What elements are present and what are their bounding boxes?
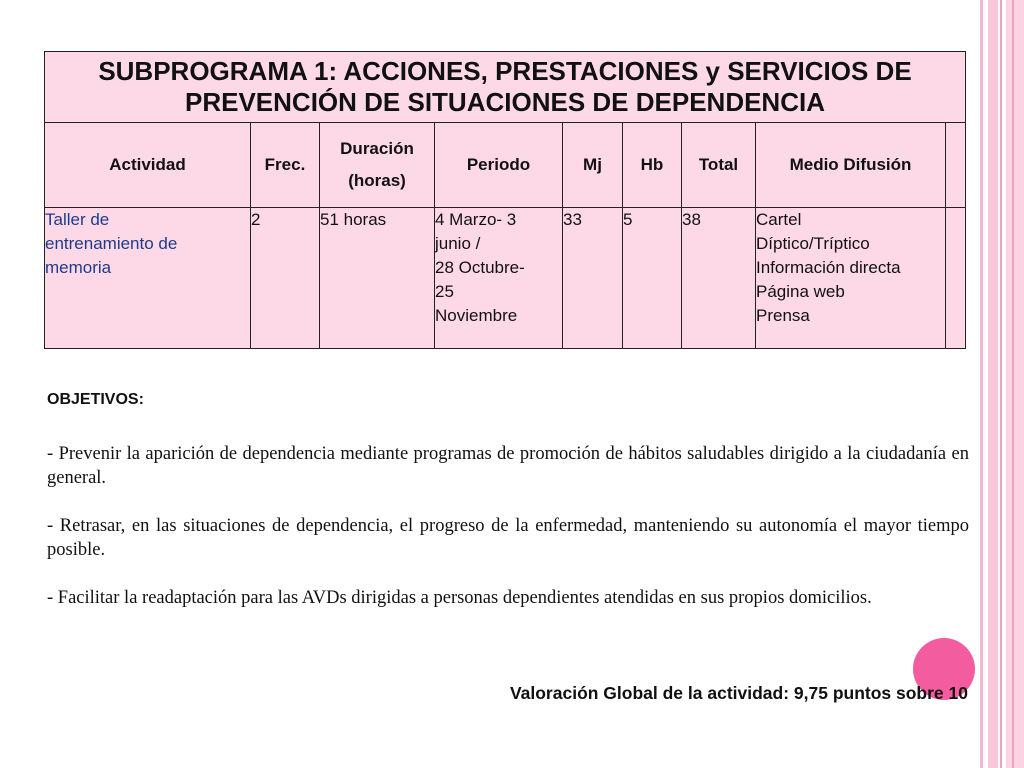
header-duracion-line2: (horas) — [348, 171, 406, 190]
cell-duracion: 51 horas — [320, 208, 435, 349]
medio-line: Información directa — [756, 258, 901, 277]
decorative-stripe — [1012, 0, 1014, 768]
header-hb: Hb — [623, 123, 682, 208]
periodo-line: 4 Marzo- 3 — [435, 210, 517, 229]
cell-medio-difusion — [756, 208, 946, 349]
periodo-line: junio / — [435, 234, 481, 253]
cell-mj: 33 — [563, 208, 623, 349]
objetivo-item: - Prevenir la aparición de dependencia mediante programas de promoción de hábitos saludables dirigido a la ciudadanía en general. — [47, 444, 969, 488]
header-mj: Mj — [563, 123, 623, 208]
decorative-stripe — [988, 0, 998, 768]
header-frec: Frec. — [251, 123, 320, 208]
header-actividad: Actividad — [45, 123, 251, 208]
decorative-stripe — [1006, 0, 1024, 768]
header-duracion-line1: Duración — [340, 139, 414, 158]
decorative-stripe — [1000, 0, 1002, 768]
cell-hb: 5 — [623, 208, 682, 349]
medio-line: Cartel — [756, 210, 802, 229]
cell-total: 38 — [682, 208, 756, 349]
periodo-line: Noviembre — [435, 306, 518, 325]
cell-periodo — [435, 208, 563, 349]
periodo-line: 25 — [435, 282, 454, 301]
table-title-line2: PREVENCIÓN DE SITUACIONES DE DEPENDENCIA — [185, 87, 825, 117]
medio-line: Prensa — [756, 306, 810, 325]
medio-line: Díptico/Tríptico — [756, 234, 870, 253]
header-periodo: Periodo — [435, 123, 563, 208]
objetivo-item: - Retrasar, en las situaciones de dependencia, el progreso de la enfermedad, manteniendo su autonomía el mayor tiempo posible. — [47, 516, 969, 560]
medio-line: Página web — [756, 282, 845, 301]
header-medio-difusion: Medio Difusión — [756, 123, 946, 208]
header-empty — [946, 123, 966, 208]
header-total: Total — [682, 123, 756, 208]
cell-frec: 2 — [251, 208, 320, 349]
actividad-line: memoria — [45, 258, 112, 277]
decorative-stripe — [980, 0, 983, 768]
objetivos-title: OBJETIVOS: — [47, 391, 144, 408]
table-row — [45, 208, 966, 349]
table-title — [45, 52, 966, 123]
header-duracion — [320, 123, 435, 208]
objetivo-item: - Facilitar la readaptación para las AVDs dirigidas a personas dependientes atendidas en sus propios domicilios. — [47, 588, 872, 608]
cell-actividad — [45, 208, 251, 349]
subprograma-table — [44, 51, 966, 349]
valoracion-global: Valoración Global de la actividad: 9,75 puntos sobre 10 — [509, 683, 968, 703]
cell-empty — [946, 208, 966, 349]
table-title-line1: SUBPROGRAMA 1: ACCIONES, PRESTACIONES y SERVICIOS DE — [98, 56, 912, 86]
actividad-line: entrenamiento de — [45, 234, 178, 253]
periodo-line: 28 Octubre- — [435, 258, 525, 277]
actividad-line: Taller de — [45, 210, 110, 229]
